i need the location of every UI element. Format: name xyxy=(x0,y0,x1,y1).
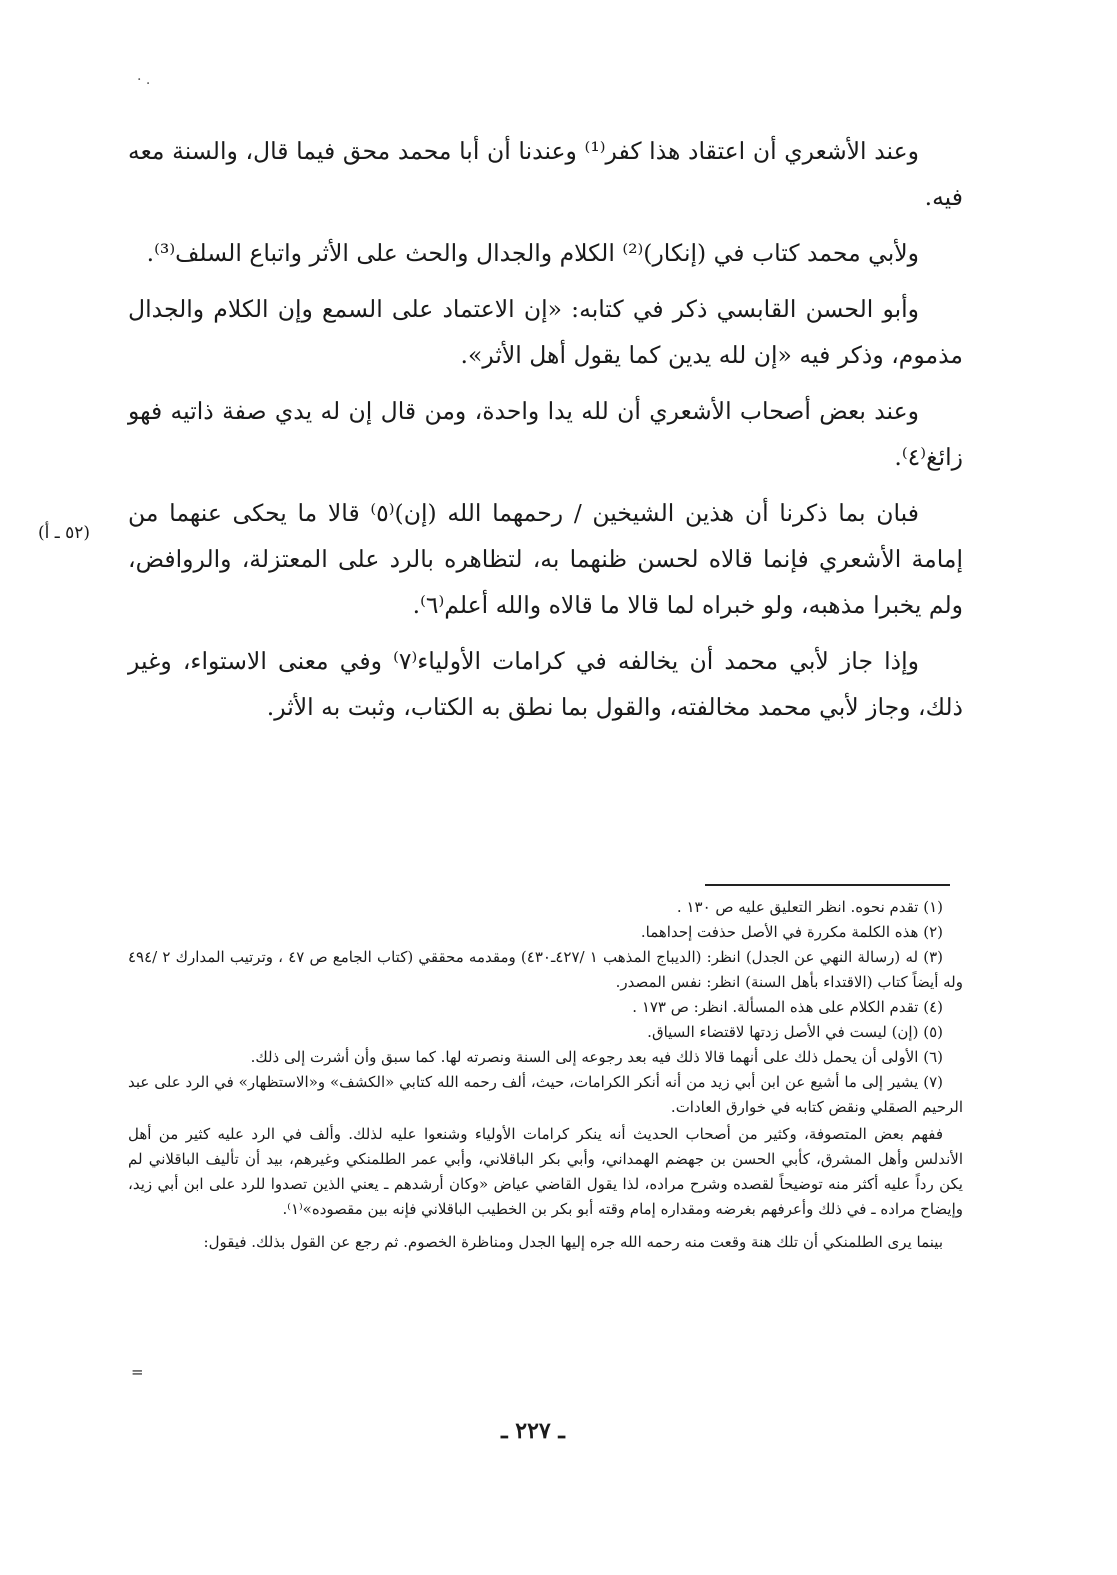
footnote: (٦) الأولى أن يحمل ذلك على أنهما قالا ذلك فيه بعد رجوعه إلى السنة ونصرته لها. كما سبق وأن أشرت إلى ذلك. xyxy=(250,1048,943,1066)
footnote-continuation: ففهم بعض المتصوفة، وكثير من أصحاب الحديث أنه ينكر كرامات الأولياء وشنعوا عليه لذلك. وألف في الرد عليه كثير من أهل الأندلس وأهل المشرق، كأبي الحسن بن جهضم الهمداني، وأبي بكر الباقلاني، وأبي عمر الطلمنكي وغيرهم، بيد أن تأليف الباقلاني لم يكن رداً عليه أكثر منه توضيحاً لقصده وشرح مراده، لذا يقول القاضي عياض «وكان أرشدهم ـ يعني الذين تصدوا للرد على ابن أبي زيد، وإيضاح مراده ـ في ذلك وأعرفهم بغرضه ومقداره إمام وقته أبو بكر بن الخطيب الباقلاني فإنه بين مقصوده»⁽١⁾. xyxy=(128,1125,963,1218)
paragraph: وإذا جاز لأبي محمد أن يخالفه في كرامات الأولياء⁽٧⁾ وفي معنى الاستواء، وغير ذلك، وجاز لأبي محمد مخالفته، والقول بما نطق به الكتاب، وثبت به الأثر. xyxy=(128,647,963,721)
footnote: (٣) له (رسالة النهي عن الجدل) انظر: (الديباج المذهب ١ /٤٢٧ـ٤٣٠) ومقدمه محققي (كتاب الجامع ص ٤٧ ، وترتيب المدارك ٢ /٤٩٤ وله أيضاً كتاب (الاقتداء بأهل السنة) انظر: نفس المصدر. xyxy=(128,948,963,991)
paragraph: فبان بما ذكرنا أن هذين الشيخين / رحمهما الله (إن)⁽٥⁾ قالا ما يحكى عنهما من إمامة الأشعري فإنما قالاه لحسن ظنهما به، لتظاهره بالرد على المعتزلة، والروافض، ولم يخبرا مذهبه، ولو خبراه لما قالا ما قالاه والله أعلم⁽٦⁾. xyxy=(128,499,963,619)
page-speck: · . xyxy=(137,72,151,88)
paragraph: وأبو الحسن القابسي ذكر في كتابه: «إن الاعتماد على السمع وإن الكلام والجدال مذموم، وذكر فيه «إن لله يدين كما يقول أهل الأثر». xyxy=(128,295,963,369)
main-text xyxy=(128,128,963,740)
continuation-mark: = xyxy=(131,1363,144,1381)
footnotes xyxy=(128,895,963,1255)
paragraph: وعند بعض أصحاب الأشعري أن لله يدا واحدة، ومن قال إن له يدي صفة ذاتيه فهو زائغ⁽٤⁾. xyxy=(128,397,963,471)
paragraph: وعند الأشعري أن اعتقاد هذا كفر⁽¹⁾ وعندنا أن أبا محمد محق فيما قال، والسنة معه فيه. xyxy=(128,137,963,211)
manuscript-folio-reference: (٥٢ ـ أ) xyxy=(38,523,91,543)
footnote: (٧) يشير إلى ما أشيع عن ابن أبي زيد من أنه أنكر الكرامات، حيث، ألف رحمه الله كتابي «الكشف» و«الاستظهار» في الرد على عبد الرحيم الصقلي ونقض كتابه في خوارق العادات. xyxy=(128,1073,963,1116)
footnote: (٢) هذه الكلمة مكررة في الأصل حذفت إحداهما. xyxy=(640,923,943,941)
footnote: (٤) تقدم الكلام على هذه المسألة. انظر: ص ١٧٣ . xyxy=(632,998,943,1016)
footnote: (١) تقدم نحوه. انظر التعليق عليه ص ١٣٠ . xyxy=(676,898,943,916)
footnote: (٥) (إن) ليست في الأصل زدتها لاقتضاء السياق. xyxy=(647,1023,943,1041)
footnote-continuation: بينما يرى الطلمنكي أن تلك هنة وقعت منه رحمه الله جره إليها الجدل ومناظرة الخصوم. ثم رجع عن القول بذلك. فيقول: xyxy=(203,1233,943,1251)
footnote-separator xyxy=(705,884,950,886)
page-number: ـ ٢٢٧ ـ xyxy=(501,1418,565,1444)
paragraph: ولأبي محمد كتاب في (إنكار)⁽²⁾ الكلام والجدال والحث على الأثر واتباع السلف⁽³⁾. xyxy=(146,239,919,267)
